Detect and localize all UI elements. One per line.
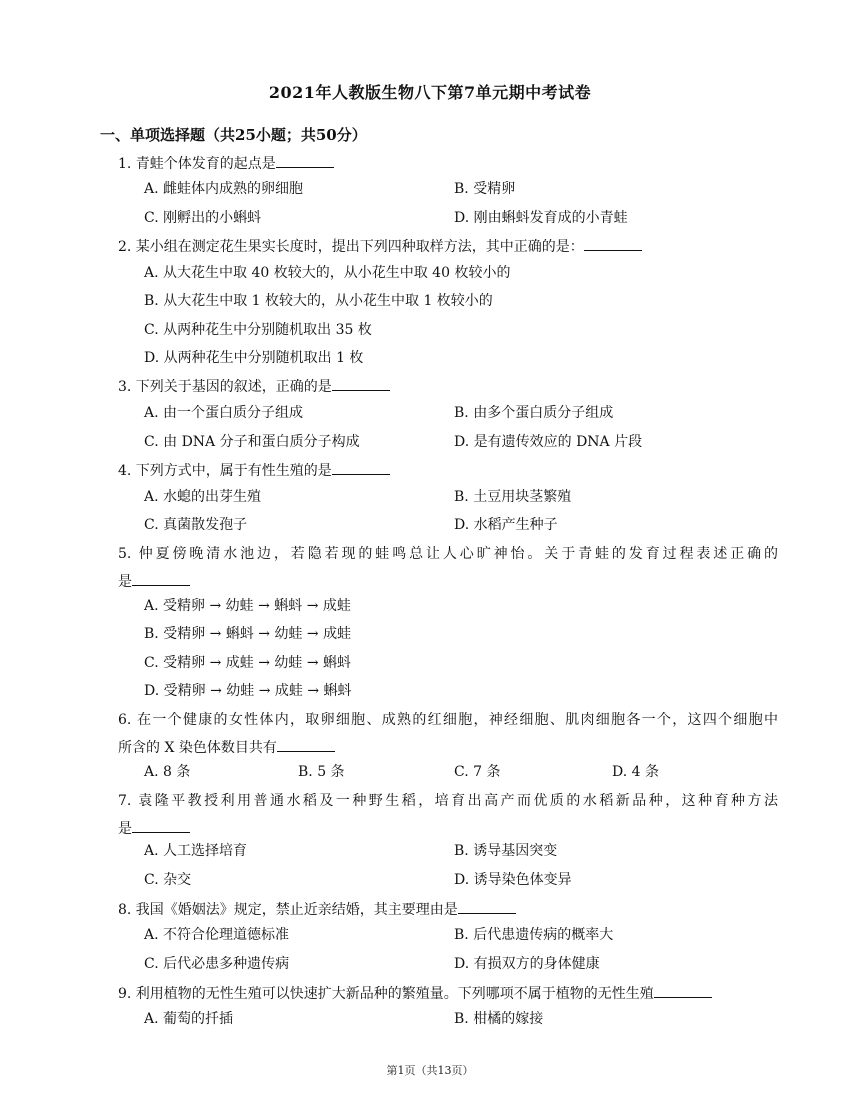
option-c: C. 受精卵 → 成蛙 → 幼蛙 → 蝌蚪	[144, 655, 352, 671]
answer-blank[interactable]	[584, 236, 642, 251]
answer-blank[interactable]	[276, 153, 334, 168]
option-d: D. 刚由蝌蚪发育成的小青蛙	[454, 210, 628, 226]
option-a: A. 不符合伦理道德标准	[144, 927, 290, 943]
option-a: A. 由一个蛋白质分子组成	[144, 405, 304, 421]
question-9	[118, 980, 778, 1008]
question-stem-continued: 是	[118, 574, 132, 590]
answer-blank[interactable]	[654, 983, 712, 998]
question-2	[118, 233, 778, 261]
option-a: A. 受精卵 → 幼蛙 → 蝌蚪 → 成蛙	[144, 598, 351, 614]
question-stem-continued: 所含的 X 染色体数目共有	[118, 740, 277, 756]
answer-blank[interactable]	[132, 818, 190, 833]
question-7	[118, 787, 778, 843]
option-c: C. 由 DNA 分子和蛋白质分子构成	[144, 434, 360, 450]
option-a: A. 人工选择培育	[144, 843, 248, 859]
option-d: D. 水稻产生种子	[454, 517, 558, 533]
option-d: D. 是有遗传效应的 DNA 片段	[454, 434, 643, 450]
option-b: B. 柑橘的嫁接	[454, 1011, 544, 1027]
answer-blank[interactable]	[277, 737, 335, 752]
option-c: C. 刚孵出的小蝌蚪	[144, 210, 262, 226]
question-6	[118, 706, 778, 762]
question-stem: 7. 袁隆平教授利用普通水稻及一种野生稻，培育出高产而优质的水稻新品种，这种育种方法	[118, 793, 778, 809]
question-stem: 8. 我国《婚姻法》规定，禁止近亲结婚，其主要理由是	[118, 902, 458, 918]
answer-blank[interactable]	[332, 460, 390, 475]
option-b: B. 后代患遗传病的概率大	[454, 927, 614, 943]
option-a: A. 从大花生中取 40 枚较大的，从小花生中取 40 枚较小的	[144, 265, 511, 281]
question-3	[118, 373, 778, 401]
option-c: C. 真菌散发孢子	[144, 517, 248, 533]
answer-blank[interactable]	[458, 899, 516, 914]
section-heading: 一、单项选择题（共25小题；共50分）	[100, 126, 367, 144]
question-5	[118, 540, 778, 596]
option-d: D. 4 条	[612, 764, 659, 780]
option-b: B. 由多个蛋白质分子组成	[454, 405, 614, 421]
question-stem: 3. 下列关于基因的叙述，正确的是	[118, 379, 332, 395]
option-b: B. 从大花生中取 1 枚较大的，从小花生中取 1 枚较小的	[144, 293, 493, 309]
answer-blank[interactable]	[332, 376, 390, 391]
option-b: B. 受精卵 → 蝌蚪 → 幼蛙 → 成蛙	[144, 626, 352, 642]
option-b: B. 土豆用块茎繁殖	[454, 489, 572, 505]
question-stem: 1. 青蛙个体发育的起点是	[118, 156, 276, 172]
question-stem: 6. 在一个健康的女性体内，取卵细胞、成熟的红细胞，神经细胞、肌肉细胞各一个，这四个细胞中	[118, 712, 778, 728]
question-stem: 9. 利用植物的无性生殖可以快速扩大新品种的繁殖量。下列哪项不属于植物的无性生殖	[118, 986, 654, 1002]
option-d: D. 受精卵 → 幼蛙 → 成蛙 → 蝌蚪	[144, 683, 352, 699]
option-b: B. 5 条	[298, 764, 345, 780]
option-a: A. 雌蛙体内成熟的卵细胞	[144, 181, 304, 197]
option-a: A. 水螅的出芽生殖	[144, 489, 262, 505]
page-footer: 第1页（共13页）	[386, 1064, 474, 1077]
answer-blank[interactable]	[132, 571, 190, 586]
page-title: 2021年人教版生物八下第7单元期中考试卷	[268, 83, 592, 102]
option-c: C. 7 条	[454, 764, 501, 780]
question-4	[118, 457, 778, 485]
option-c: C. 从两种花生中分别随机取出 35 枚	[144, 322, 372, 338]
option-b: B. 诱导基因突变	[454, 843, 558, 859]
question-8	[118, 896, 778, 924]
option-d: D. 有损双方的身体健康	[454, 956, 600, 972]
option-d: D. 诱导染色体变异	[454, 872, 572, 888]
question-stem: 2. 某小组在测定花生果实长度时，提出下列四种取样方法，其中正确的是：	[118, 239, 584, 255]
question-1	[118, 150, 778, 178]
option-a: A. 葡萄的扦插	[144, 1011, 234, 1027]
option-c: C. 后代必患多种遗传病	[144, 956, 290, 972]
question-stem: 4. 下列方式中，属于有性生殖的是	[118, 463, 332, 479]
question-stem-continued: 是	[118, 821, 132, 837]
option-c: C. 杂交	[144, 872, 192, 888]
option-a: A. 8 条	[144, 764, 191, 780]
question-stem: 5. 仲夏傍晚清水池边，若隐若现的蛙鸣总让人心旷神怡。关于青蛙的发育过程表述正确的	[118, 546, 778, 562]
option-d: D. 从两种花生中分别随机取出 1 枚	[144, 350, 364, 366]
option-b: B. 受精卵	[454, 181, 516, 197]
